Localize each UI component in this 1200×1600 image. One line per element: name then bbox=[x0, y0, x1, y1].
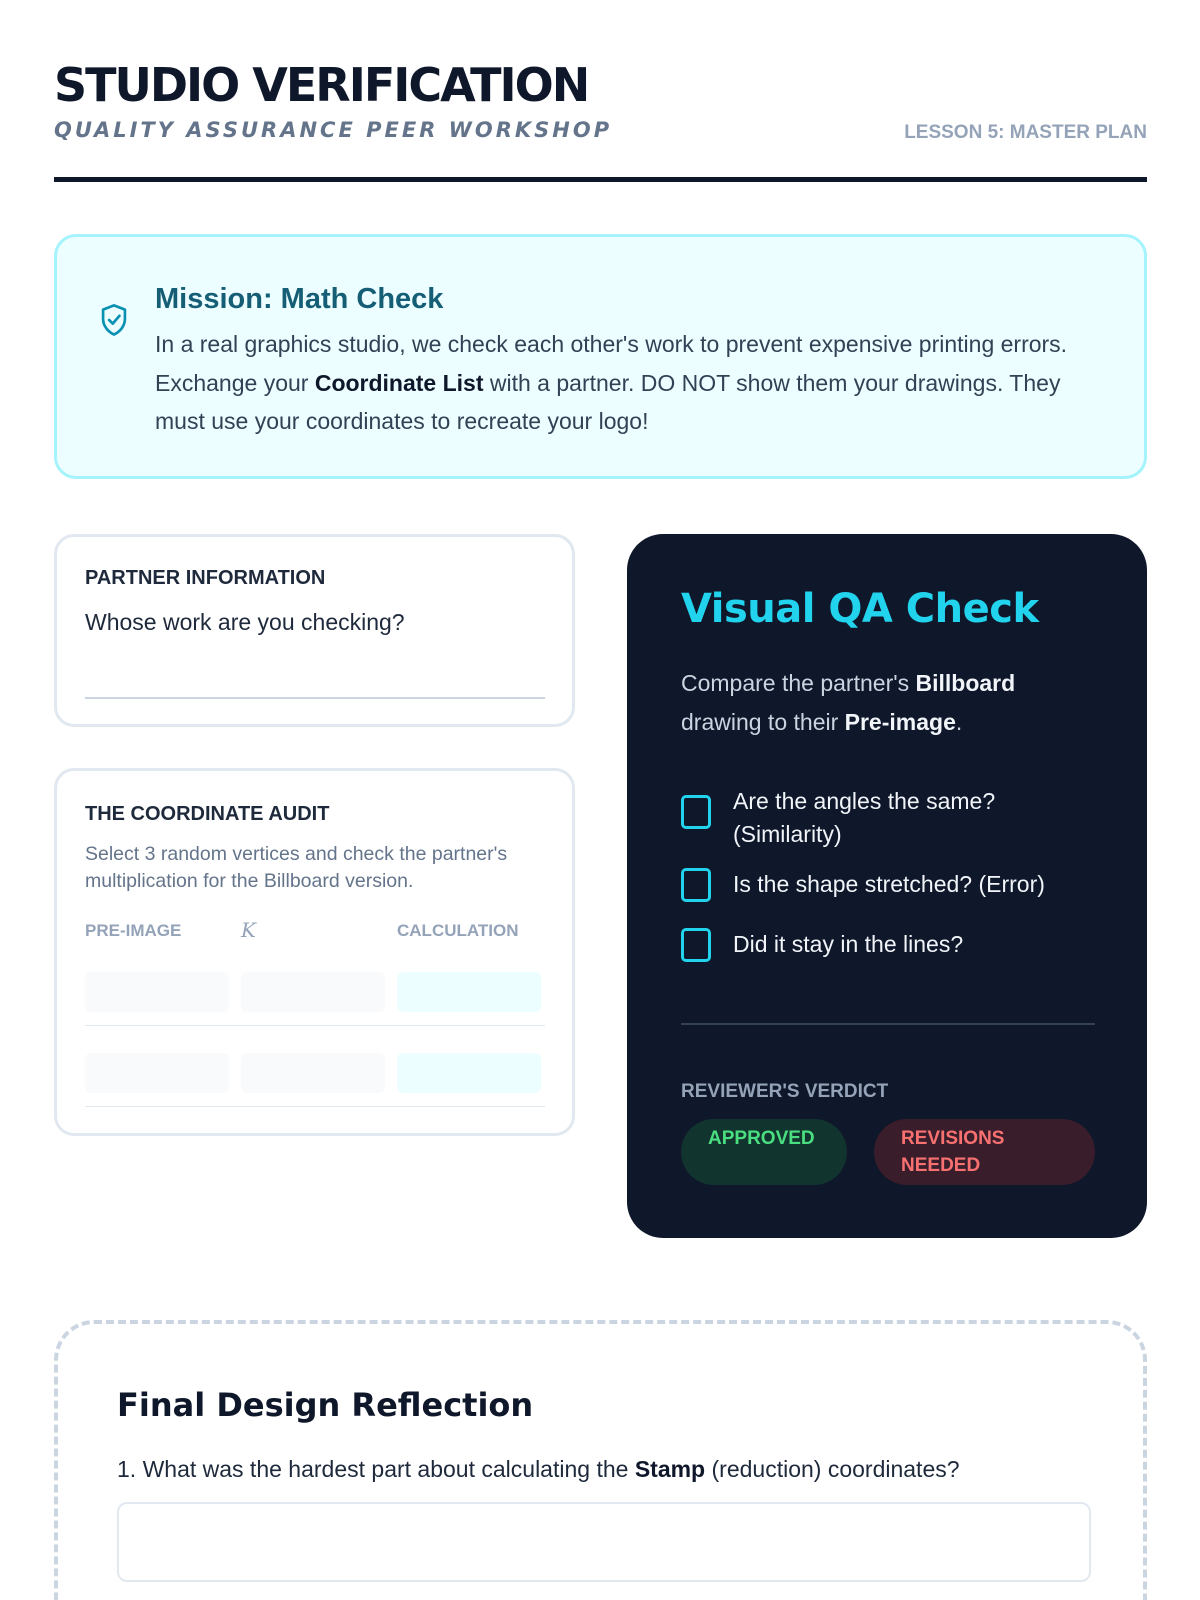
visual-qa-panel bbox=[627, 534, 1147, 1238]
checklist-label: Are the angles the same? (Similarity) bbox=[733, 788, 996, 847]
column-header-k: K bbox=[241, 918, 256, 942]
coordinate-audit-card bbox=[54, 768, 575, 1136]
checkbox[interactable] bbox=[681, 928, 711, 962]
k-field[interactable] bbox=[241, 1053, 385, 1093]
checklist-item-lines[interactable] bbox=[681, 928, 963, 962]
page-subtitle: QUALITY ASSURANCE PEER WORKSHOP bbox=[54, 118, 613, 142]
page-title: STUDIO VERIFICATION bbox=[54, 58, 589, 112]
mission-title: Mission: Math Check bbox=[155, 283, 444, 315]
lesson-label: LESSON 5: MASTER PLAN bbox=[904, 122, 1147, 143]
partner-info-label: PARTNER INFORMATION bbox=[85, 567, 326, 589]
shield-check-icon bbox=[99, 303, 129, 337]
column-header-calculation: CALCULATION bbox=[397, 921, 519, 940]
pre-image-field[interactable] bbox=[85, 972, 229, 1012]
coordinate-audit-label: THE COORDINATE AUDIT bbox=[85, 803, 330, 825]
mission-callout bbox=[54, 234, 1147, 479]
column-header-pre-image: PRE-IMAGE bbox=[85, 921, 182, 940]
reflection-answer-field[interactable] bbox=[117, 1502, 1091, 1582]
partner-info-card bbox=[54, 534, 575, 727]
checklist-item-stretched[interactable] bbox=[681, 868, 1045, 902]
k-field[interactable] bbox=[241, 972, 385, 1012]
partner-name-field[interactable] bbox=[85, 697, 545, 699]
checkbox[interactable] bbox=[681, 868, 711, 902]
revisions-needed-button[interactable]: REVISIONS NEEDED bbox=[874, 1119, 1095, 1185]
audit-instructions: Select 3 random vertices and check the partner's multiplication for the Billboard version. bbox=[85, 843, 508, 892]
verdict-label: REVIEWER'S VERDICT bbox=[681, 1081, 889, 1102]
reflection-section bbox=[54, 1320, 1147, 1600]
calculation-field[interactable] bbox=[397, 972, 541, 1012]
calculation-field[interactable] bbox=[397, 1053, 541, 1093]
checkbox[interactable] bbox=[681, 795, 711, 829]
reflection-title: Final Design Reflection bbox=[117, 1386, 534, 1424]
visual-qa-title: Visual QA Check bbox=[681, 586, 1039, 632]
divider bbox=[681, 1023, 1095, 1025]
mission-text: In a real graphics studio, we check each other's work to prevent expensive printing errors. Exchange your Coordinate List with a partner. DO NOT show them your drawings. They must use your coordinates to recreate your logo! bbox=[155, 331, 1068, 434]
partner-question: Whose work are you checking? bbox=[85, 609, 405, 635]
checklist-label: Is the shape stretched? (Error) bbox=[733, 871, 1045, 897]
pre-image-field[interactable] bbox=[85, 1053, 229, 1093]
checklist-item-similarity[interactable] bbox=[681, 785, 1033, 851]
reflection-question-1: 1. What was the hardest part about calculating the Stamp (reduction) coordinates? bbox=[117, 1456, 960, 1482]
page-header bbox=[54, 58, 1147, 182]
approved-button[interactable]: APPROVED bbox=[681, 1119, 847, 1185]
row-divider bbox=[85, 1106, 545, 1107]
row-divider bbox=[85, 1025, 545, 1026]
checklist-label: Did it stay in the lines? bbox=[733, 931, 964, 957]
visual-qa-description: Compare the partner's Billboard drawing to their Pre-image. bbox=[681, 670, 1016, 735]
